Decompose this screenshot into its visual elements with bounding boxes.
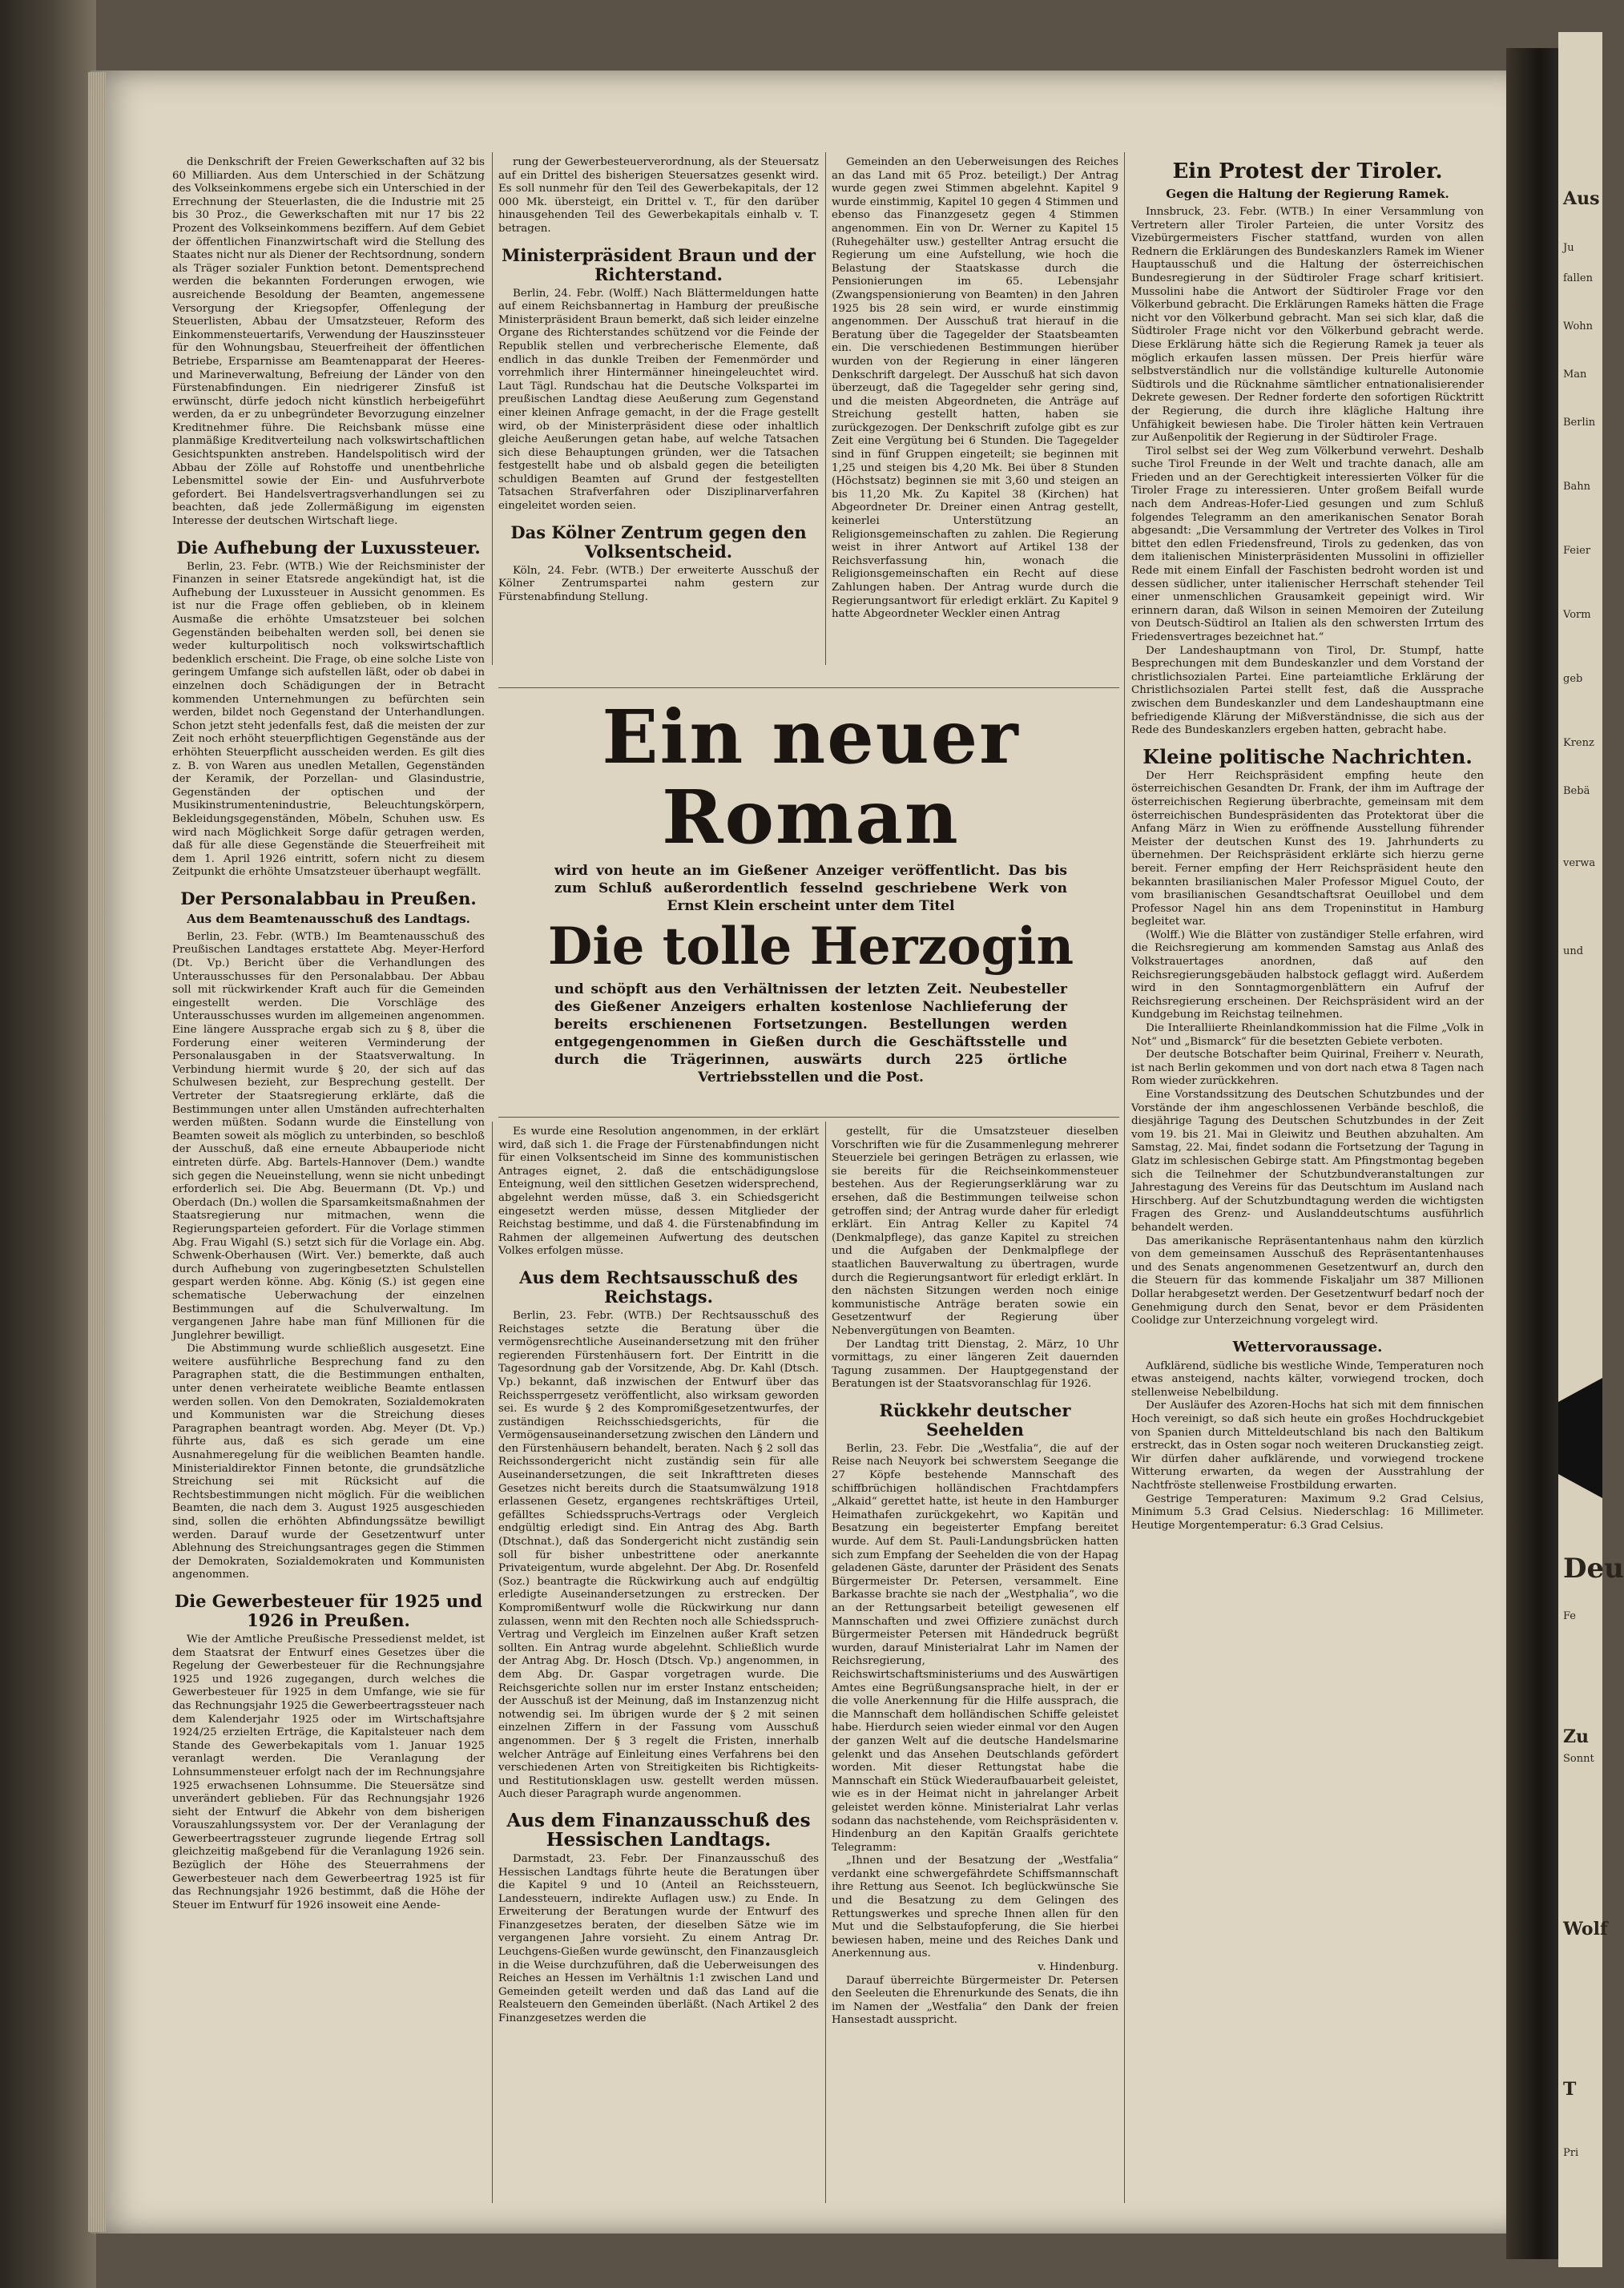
next-page-text: Krenz <box>1563 737 1594 749</box>
article-text: Es wurde eine Resolution angenommen, in der erklärt wird, daß sich 1. die Frage der Fürstenabfindungen nicht für einen Volksentscheid im Sinne des kommunistischen Antrages eignet, 2. daß die entschädigungslose Enteignung, weil den sittlichen Gesetzen widersprechend, abgelehnt werden müsse, daß 3. ein Schiedsgericht eingesetzt werden müsse, dessen Mitglieder der Reichstag bestimme, und daß 4. die Fürstenabfindung im Rahmen der allgemeinen Aufwertung des deutschen Volkes erfolgen müsse. <box>498 1126 819 1258</box>
next-page-text: Man <box>1563 369 1587 381</box>
article-headline: Wettervoraussage. <box>1232 1338 1383 1355</box>
novel-title: Die tolle Herzogin <box>547 916 1074 977</box>
article-text: Innsbruck, 23. Febr. (WTB.) In einer Versammlung von Vertretern aller Tiroler Parteien, die unter Vorsitz des Vizebürgermeisters Fischer stattfand, wurden von allen Rednern die Erklärungen des Bundeskanzlers Ramek im Wiener Hauptausschuß und die Haltung der österreichischen Bundesregierung in der Südtiroler Frage scharf kritisiert. Mussolini habe die Antwort der Südtiroler Frage vor den Völkerbund gebracht. Die Erklärungen Rameks hätten die Frage nicht vor den Völkerbund gebracht. Man sei sich klar, daß die Südtiroler Frage nicht vor den Völkerbund gebracht werde. Diese Erklärung hätte sich die Regierung Ramek ja teuer als möglich erkaufen lassen müssen. Der Preis hierfür wäre selbstverständlich nur die vollständige kulturelle Autonomie Südtirols und die Rücknahme sämtlicher entnationalisierender Dekrete gewesen. Der Redner forderte den sofortigen Rücktritt der Regierung, die durch ihre klägliche Haltung ihre Unfähigkeit bewiesen habe. Die Tiroler hätten kein Vertrauen zur Außenpolitik der Regierung in der Südtiroler Frage. <box>1131 206 1484 445</box>
announcement-text: und schöpft aus den Verhältnissen der letzten Zeit. Neubesteller des Gießener Anzeigers erhalten kostenlose Nachlieferung der bereits erschienenen Fortsetzungen. Bestellungen werden entgegengenommen in Gießen durch die Geschäftsstelle und durch die Trägerinnen, auswärts durch 225 örtliche Vertriebsstellen und die Post. <box>554 981 1067 1086</box>
article-text: Berlin, 23. Febr. (WTB.) Wie der Reichsminister der Finanzen in seiner Etatsrede angekündigt hat, ist die Aufhebung der Luxussteuer in Aussicht genommen. Es ist nur die Frage offen geblieben, ob in kleinem Ausmaße die erhöhte Umsatzsteuer bei solchen Gegenständen beibehalten werden soll, bei denen sie weder kulturpolitisch noch volkswirtschaftlich bedenklich erscheint. Die Frage, ob eine solche Liste von geringem Umfange sich aufstellen läßt, oder ob dabei in einzelnen doch Schädigungen der in Betracht kommenden Unternehmungen zu befürchten sein werden, bildet noch Gegenstand der Unterhandlungen. Schon jetzt steht jedenfalls fest, daß die meisten der zur Zeit noch erhöht steuerpflichtigen Gegenstände aus der erhöhten Steuerpflicht ausscheiden werden. Es gilt dies z. B. von Waren aus unedlen Metallen, Gegenständen der Keramik, der Porzellan- und Glasindustrie, Gegenständen der optischen und der Musikinstrumentenindustrie, Beleuchtungskörpern, Bekleidungsgegenständen, Möbeln, Schuhen usw. Es wird nach Möglichkeit Sorge dafür getragen werden, daß für alle diese Gegenstände die Steuerfreiheit mit dem 1. April 1926 eintritt, sofern nicht zu diesem Zeitpunkt die erhöhte Umsatzsteuer überhaupt wegfällt. <box>172 560 485 879</box>
column-rule <box>492 152 493 665</box>
article-text: die Denkschrift der Freien Gewerkschaften auf 32 bis 60 Milliarden. Aus dem Unterschied in der Schätzung des Volkseinkommens ergebe sich ein Unterschied in der Errechnung der Steuerlasten, die die Industrie mit 25 bis 30 Proz., die Gewerkschaften mit nur 17 bis 22 Prozent des Volkseinkommens beziffern. Auf dem Gebiet der öffentlichen Finanzwirtschaft wird die Stellung des Staates nicht nur als Diener der Rechtsordnung, sondern als Träger sozialer Funktion betont. Dementsprechend werden die bekannten Forderungen erwogen, wie ausreichende Besoldung der Beamten, angemessene Versorgung der Kriegsopfer, Offenlegung der Steuerlisten, Abbau der Umsatzsteuer, Reform des Einkommensteuertarifs, Verwendung der Hauszinssteuer für den Wohnungsbau, Steuerfreiheit der öffentlichen Betriebe, Ersparnisse am Beamtenapparat der Heeres- und Marineverwaltung, Befreiung der Länder von den Fürstenabfindungen. Ein niedrigerer Zinsfuß ist erwünscht, dürfe jedoch nicht künstlich herbeigeführt werden, da er zu unbegründeter Bevorzugung einzelner Kreditnehmer führe. Die Reichsbank müsse eine planmäßige Kreditverteilung nach volkswirtschaftlichen Gesichtspunkten anstreben. Handelspolitisch wird der Abbau der Zölle auf Rohstoffe und unentbehrliche Lebensmittel sowie der Ein- und Ausfuhrverbote gefordert. Bei Handelsvertragsverhandlungen sei zu beachten, daß jede Zollermäßigung im eigensten Interesse der deutschen Wirtschaft liege. <box>172 156 486 528</box>
next-page-text: Wolf <box>1563 1919 1608 1940</box>
article-text: „Ihnen und der Besatzung der „Westfalia“ verdankt eine schwergefährdete Schiffsmannschaft ihre Rettung aus Seenot. Ich beglückwünsche Sie und die Besatzung zu dem Gelingen des Rettungswerkes und spreche Ihnen allen für den Mut und die Selbstaufopferung, die Sie hierbei bewiesen haben, meine und des Reiches Dank und Anerkennung aus. <box>832 1855 1118 1960</box>
article-headline: Ministerpräsident Braun und der Richterstand. <box>502 244 816 284</box>
article-text: Berlin, 23. Febr. (WTB.) Im Beamtenausschuß des Preußischen Landtages erstattete Abg. Meyer-Herford (Dt. Vp.) Bericht über die Verhandlungen des Unterausschusses für den Personalabbau. Der Abbau soll mit rückwirkender Kraft auch für die Gemeinden eingestellt werden. Die Vorschläge des Unterausschusses wurden im allgemeinen angenommen. Eine längere Aussprache ergab sich zu § 8, über die Forderung einer weiteren Verminderung der Personalausgaben in der Staatsverwaltung. In Verbindung hiermit wurde § 20, der sich auf das Schulwesen bezieht, zur Besprechung gestellt. Der Vertreter der Staatsregierung erklärte, daß die Bestimmungen unter allen Umständen aufrechterhalten werden müßten. Sodann wurde die Einstellung von Beamten soweit als möglich zu unterbinden, so beschloß der Ausschuß, daß eine erneute Abbauperiode nicht eintreten dürfe. Abg. Bartels-Hannover (Dem.) wandte sich gegen die Neueinstellung, wenn sie nicht unbedingt erforderlich sei. Die Abg. Beuermann (Dt. Vp.) und Oberdach (Dn.) wollen die Sparsamkeitsmaßnahmen der Staatsregierung nur mitmachen, wenn die Regierungsparteien gefordert. Für die Vorlage stimmen Abg. Frau Wigahl (S.) setzt sich für die Vorlage ein. Abg. Schwenk-Oberhausen (Wirt. Ver.) bemerkte, daß auch durch Aufhebung von zugeringbesetzten Schulstellen gespart werden könne. Abg. König (S.) ist gegen eine schematische Ueberwachung der einzelnen Bestimmungen auf die Schulverwaltung. Im vergangenen Jahre habe man fünf Millionen für die Junglehrer bewilligt. <box>172 930 485 1342</box>
ad-rule-top <box>498 687 1119 688</box>
article-text: Die Interalliierte Rheinlandkommission hat die Filme „Volk in Not“ und „Bismarck“ für die besetzten Gebiete verboten. <box>1131 1022 1484 1048</box>
signature: v. Hindenburg. <box>1038 1961 1118 1974</box>
next-page-text: verwa <box>1563 857 1596 869</box>
article-headline: Der Personalabbau in Preußen. <box>180 888 477 908</box>
column-2-upper <box>498 156 819 669</box>
next-page-text: Zu <box>1563 1726 1590 1747</box>
article-text: gestellt, für die Umsatzsteuer dieselben Vorschriften wie für die Zusammenlegung mehrerer Steuerziele bei geringen Beträgen zu erlassen, wie sie bereits für die Reichseinkommensteuer bestehen. Aus der Regierungserklärung war zu ersehen, daß die Bestimmungen teilweise schon getroffen sind; der Antrag wurde daher für erledigt erklärt. Ein Antrag Keller zu Kapitel 74 (Denkmalpflege), das ganze Kapitel zu streichen und die Aufgaben der Denkmalpflege der staatlichen Bauverwaltung zu übertragen, wurde durch die Regierungsantwort für erledigt erklärt. In den nächsten Sitzungen werden noch einige kommunistische Anträge beraten sowie ein Gesetzentwurf der Regierung über Nebenvergütungen von Beamten. <box>832 1126 1118 1337</box>
article-text: Die Abstimmung wurde schließlich ausgesetzt. Eine weitere ausführliche Besprechung fand zu den Paragraphen statt, die die Bestimmungen enthalten, unter denen verheiratete weibliche Beamte entlassen werden sollen. Von den Demokraten, Sozialdemokraten und Kommunisten war die Streichung dieses Paragraphen beantragt worden. Abg. Meyer (Dt. Vp.) führte aus, daß es sich gerade um eine Ausnahmeregelung für die weiblichen Beamten handle. Ministerialdirektor Finnen betonte, die grundsätzliche Streichung sei mit Rücksicht auf die Rechtsbestimmungen nicht möglich. Für die weiblichen Beamten, die nach dem 3. August 1925 ausgeschieden sind, sollen die erhöhten Abfindungssätze bewilligt werden. Darauf wurde der Gesetzentwurf unter Ablehnung des Streichungsantrages gegen die Stimmen der Demokraten, Sozialdemokraten und Kommunisten angenommen. <box>172 1343 485 1581</box>
column-2-lower <box>498 1126 819 2203</box>
article-subheadline: Gegen die Haltung der Regierung Ramek. <box>1166 187 1449 201</box>
adjacent-page-fragment <box>1558 32 1624 2267</box>
article-text: Das amerikanische Repräsentantenhaus nahm den kürzlich von dem gemeinsamen Ausschuß des Repräsentantenhauses und des Senats angenommenen Gesetzentwurf an, durch den die Steuern für das kommende Fiskaljahr um 387 Millionen Dollar herabgesetzt werden. Der Gesetzentwurf bedarf noch der Genehmigung durch den Senat, bevor er dem Präsidenten Coolidge zur Unterzeichnung vorgelegt wird. <box>1131 1235 1484 1327</box>
book-gutter <box>1506 48 1562 2259</box>
next-page-text: geb <box>1563 673 1583 685</box>
article-headline: Die Aufhebung der Luxussteuer. <box>176 537 481 558</box>
ad-rule-bottom <box>498 1117 1119 1118</box>
article-text: Köln, 24. Febr. (WTB.) Der erweiterte Ausschuß der Kölner Zentrumspartei nahm gestern zur Fürstenabfindung Stellung. <box>498 564 819 603</box>
next-page-text: Wohn <box>1563 320 1594 332</box>
article-text: Der Landtag tritt Dienstag, 2. März, 10 Uhr vormittags, zu einer längeren Zeit dauernden Tagung zusammen. Der Hauptgegenstand der Beratungen ist der Staatsvoranschlag für 1926. <box>832 1338 1118 1391</box>
article-headline: Aus dem Rechtsausschuß des Reichstags. <box>519 1267 798 1307</box>
article-text: Tirol selbst sei der Weg zum Völkerbund verwehrt. Deshalb suche Tirol Freunde in der Welt und trachte danach, alle am Frieden und an der Gerechtigkeit interessierten Völker für die Tiroler Frage zu interessieren. Unter großem Beifall wurde nach dem Andreas-Hofer-Lied gesungen und zum Schluß folgendes Telegramm an den amerikanischen Senator Borah abgesandt: „Die Versammlung der Vertreter des Volkes in Tirol bittet den edlen Friedensfreund, Tirols zu gedenken, das von dem italienischen Ministerpräsidenten Mussolini in offizieller Rede mit einem Einfall der Faschisten bedroht worden ist und dessen südlicher, unter italienischer Herrschaft stehender Teil einer unmenschlichen Grausamkeit gepeinigt wird. Wir erinnern daran, daß Wilson in seinen Memoiren der Zuteilung von Deutsch-Südtirol an Italien als den schwersten Irrtum des Friedensvertrages bezeichnet hat.“ <box>1131 445 1484 643</box>
article-text: Gestrige Temperaturen: Maximum 9.2 Grad Celsius, Minimum 5.3 Grad Celsius. Niederschlag: 16 Millimeter. Heutige Morgentemperatur: 6.3 Grad Celsius. <box>1131 1492 1484 1532</box>
article-headline: Rückkehr deutscher Seehelden <box>879 1400 1071 1440</box>
next-page-text: Fe <box>1563 1610 1577 1622</box>
column-rule <box>825 152 826 665</box>
article-headline: Das Kölner Zentrum gegen den Volksentscheid. <box>510 522 807 562</box>
next-page-text: T <box>1563 2079 1577 2100</box>
article-text: Eine Vorstandssitzung des Deutschen Schutzbundes und der Vorstände der ihm angeschlossenen Verbände beschloß, die diesjährige Tagung des Deutschen Schutzbundes in der Zeit vom 19. bis 21. Mai in Gleiwitz und Beuthen abzuhalten. Am Samstag, 22. Mai, findet sodann die Fortsetzung der Tagung in Glatz im schlesischen Gebirge statt. Am Pfingstmontag begeben sich die Teilnehmer der Schutzbundveranstaltungen zur Jahrestagung des Vereins für das Deutschtum im Ausland nach Hirschberg. Auf der Schutzbundtagung werden die wichtigsten Fragen des Grenz- und Auslanddeutschtums ausführlich behandelt werden. <box>1131 1089 1484 1234</box>
announcement-text: wird von heute an im Gießener Anzeiger veröffentlicht. Das bis zum Schluß außerordentlich fesselnd geschriebene Werk von Ernst Klein erscheint unter dem Titel <box>554 863 1067 914</box>
column-4 <box>1131 156 1484 2207</box>
article-text: Der Ausläufer des Azoren-Hochs hat sich mit dem finnischen Hoch vereinigt, so daß sich heute ein großes Hochdruckgebiet von Spanien durch Mitteldeutschland bis nach den Baltikum erstreckt, das in Osten sogar noch weiteren Druckanstieg zeigt. Wir dürfen daher aufklärende, und vorwiegend trockene Witterung erwarten, da wegen der Ausstrahlung der Nachtfröste stellenweise Frostbildung erwarten. <box>1131 1400 1484 1492</box>
article-text: Berlin, 23. Febr. Die „Westfalia“, die auf der Reise nach Neuyork bei schwerstem Seegange die 27 Köpfe bestehende Mannschaft des schiffbrüchigen holländischen Frachtdampfers „Alkaid“ gerettet hatte, ist heute in den Hamburger Heimathafen zurückgekehrt, wo Kapitän und Besatzung ein begeisterter Empfang bereitet wurde. Auf dem St. Pauli-Landungsbrücken hatten sich zum Empfang der Seehelden die von der Hapag geladenen Gäste, darunter der Präsident des Senats Bürgermeister Dr. Petersen, versammelt. Eine Barkasse brachte sie nach der „Westphalia“, wo die an der Rettungsarbeit beteiligt gewesenen elf Mannschaften und zwei Offiziere zunächst durch Bürgermeister Petersen mit Händedruck begrüßt wurden, darauf Ministerialrat Lahr im Namen der Reichsregierung, des Reichswirtschaftsministeriums und des Auswärtigen Amtes eine Begrüßungsansprache hielt, in der er die volle Anerkennung für die Hilfe aussprach, die die Mannschaft dem holländischen Schiffe geleistet habe. Hierdurch seien wieder einmal vor den Augen der ganzen Welt auf die deutsche Handelsmarine gelenkt und das Ansehen Deutschlands gefördert worden. Mit dieser Rettungstat habe die Mannschaft ein Stück Wiederaufbauarbeit geleistet, wie es in der Heimat nicht in jahrelanger Arbeit geleistet werden könne. Ministerialrat Lahr verlas sodann das nachstehende, vom Reichspräsidenten v. Hindenburg an den Kapitän Graalfs gerichtete Telegramm: <box>832 1442 1118 1854</box>
next-page-text: und <box>1563 945 1584 957</box>
next-page-text: Berlin <box>1563 417 1596 429</box>
article-text: Darauf überreichte Bürgermeister Dr. Petersen den Seeleuten die Ehrenurkunde des Senats, die ihn im Namen der „Westfalia“ den Dank der freien Hansestadt ausspricht. <box>832 1974 1118 2027</box>
announcement-title: Ein neuer Roman <box>602 694 1020 860</box>
article-text: Berlin, 23. Febr. (WTB.) Der Rechtsausschuß des Reichstages setzte die Beratung über die vermögensrechtliche Auseinandersetzung mit den früher regierenden Fürstenhäusern fort. Der Eintritt in die Tagesordnung gab der Vorsitzende, Abg. Dr. Kahl (Dtsch. Vp.) bekannt, daß inzwischen der Entwurf über das Reichssperrgesetz veröffentlicht, also wirksam geworden sei. Es wurde § 2 des Kompromißgesetzentwurfes, der zuständigen Reichsschiedsgerichts, für die Vermögensauseinandersetzung zwischen den Ländern und den Fürstenhäusern behandelt, beraten. Nach § 2 soll das Reichssondergericht nicht zuständig sein für alle Auseinandersetzungen, die seit Inkrafttreten dieses Gesetzes nicht bereits durch die Staatsumwälzung 1918 erlassenen Gesetz, ergangenes rechtskräftiges Urteil, gefälltes Schiedsspruchs-Vertrags oder Vergleich endgültig erledigt sind. Ein Antrag des Abg. Barth (Dtschnat.), daß das Sondergericht nicht zuständig sein soll für bisher unbestrittene oder anerkannte Privateigentum, wurde abgelehnt. Der Abg. Dr. Rosenfeld (Soz.) beantragte die Rückwirkung auch auf endgültig erledigte Auseinandersetzungen zu erstrecken. Der Kompromißentwurf wolle die Rückwirkung nur dann zulassen, wenn mit den Rechten noch alle Schiedsspruch-Vertrag und Vergleich im Einzelnen außer Kraft setzen sollten. Ein Antrag wurde abgelehnt. Schließlich wurde der Antrag Abg. Dr. Hosch (Dtsch. Vp.) angenommen, in dem Abg. Dr. Gaspar vorgetragen wurde. Die Reichsgerichte sollen nur im erster Instanz entscheiden; der Ausschuß ist der Meinung, daß im Instanzenzug nicht notwendig sei. Im übrigen wurde der § 2 mit seinen einzelnen Ziffern in der Fassung vom Ausschuß angenommen. Der § 3 regelt die Fristen, innerhalb welcher Anträge auf Einleitung eines Verfahrens bei den verschiedenen Arten von Streitigkeiten bis Richtigkeits- und Restitutionsklagen usw. gestellt werden müssen. Auch dieser Paragraph wurde angenommen. <box>498 1309 819 1801</box>
article-headline: Ein Protest der Tiroler. <box>1172 159 1443 183</box>
article-text: Darmstadt, 23. Febr. Der Finanzausschuß des Hessischen Landtags führte heute die Beratungen über die Kapitel 9 und 10 (Anteil an Reichssteuern, Landessteuern, indirekte Auflagen usw.) zu Ende. In Erweiterung der Beratungen wurde der Entwurf des Finanzgesetzes beraten, der dieselben Sätze wie im vergangenen Jahre vorsieht. Zu einem Antrag Dr. Leuchgens-Gießen wurde gewünscht, den Finanzausgleich in die Weise durchzuführen, daß die Ueberweisungen des Reiches an Hessen im Verhältnis 1:1 zwischen Land und Gemeinden geteilt werden und daß das Land auf die Realsteuern den Gemeinden überläßt. (Nach Artikel 2 des Finanzgesetzes werden die <box>498 1852 819 2025</box>
article-text: Berlin, 24. Febr. (Wolff.) Nach Blättermeldungen hatte auf einem Reichsbannertag in Hamburg der preußische Ministerpräsident Braun bemerkt, daß sich leider einzelne Organe des Richterstandes schützend vor die Feinde der Republik stellen und verbrecherische Elemente, daß endlich in das dunkle Treiben der Femenmörder und vorrehmlich ihrer Hintermänner hineingeleuchtet wird. Laut Tägl. Rundschau hat die Deutsche Volkspartei im preußischen Landtag diese Aeußerung zum Gegenstand einer kleinen Anfrage gemacht, in der die Frage gestellt wird, ob der Ministerpräsident diese oder inhaltlich gleiche Aeußerungen getan habe, auf welche Tatsachen sich diese Behauptungen gründen, wer die Tatsachen festgestellt habe und ob alsbald gegen die beteiligten schuldigen Beamten auf Grund der festgestellten Tatsachen Strafverfahren oder Disziplinarverfahren eingeleitet worden seien. <box>498 287 819 513</box>
article-subheadline: Aus dem Beamtenausschuß des Landtags. <box>187 911 470 926</box>
column-rule <box>825 1122 826 2203</box>
article-headline: Die Gewerbesteuer für 1925 und 1926 in Preußen. <box>174 1590 483 1630</box>
next-page-text: Feier <box>1563 545 1591 557</box>
next-page-text: Aus <box>1563 188 1600 209</box>
column-rule <box>492 1122 493 2203</box>
article-text: rung der Gewerbesteuerverordnung, als der Steuersatz auf ein Drittel des bisherigen Steuersatzes gesenkt wird. Es soll nunmehr für den Teil des Gewerbekapitals, der 12 000 Mk. übersteigt, ein Drittel v. T., für den darüber hinausgehenden Teil des Gewerbekapitals einhalb v. T. betragen. <box>498 156 819 235</box>
next-page-text: Vorm <box>1563 609 1591 621</box>
next-page-text: fallen <box>1563 272 1593 284</box>
article-text: (Wolff.) Wie die Blätter von zuständiger Stelle erfahren, wird die Reichsregierung am kommenden Samstag aus Anlaß des Volkstrauertages anordnen, daß auf den Reichsregierungsgebäuden halbstock geflaggt wird. Außerdem wird in den Sonntagmorgenblättern ein Aufruf der Reichsregierung erscheinen. Der Reichspräsident wird an der Kundgebung im Reichstag teilnehmen. <box>1131 928 1484 1021</box>
next-page-text: Bebä <box>1563 785 1590 797</box>
novel-announcement <box>498 694 1123 1114</box>
page-edge-stack <box>88 72 106 2232</box>
article-text: Aufklärend, südliche bis westliche Winde, Temperaturen noch etwas ansteigend, nachts kälter, vorwiegend trocken, doch stellenweise Nebelbildung. <box>1131 1360 1484 1399</box>
article-headline: Aus dem Finanzausschuß des Hessischen Landtags. <box>506 1809 811 1851</box>
next-page-illustration <box>1558 1378 1602 1498</box>
column-1 <box>172 156 485 2207</box>
column-rule <box>1124 152 1125 2203</box>
column-3-upper <box>832 156 1118 669</box>
next-page-text: Bahn <box>1563 481 1591 493</box>
article-headline: Kleine politische Nachrichten. <box>1142 744 1473 768</box>
next-page-text: Deu <box>1563 1553 1624 1585</box>
next-page-text: Pri <box>1563 2147 1579 2159</box>
next-page-text: Ju <box>1563 242 1574 254</box>
column-3-lower <box>832 1126 1118 2203</box>
book-binding-left <box>0 0 96 2288</box>
next-page-text: Sonnt <box>1563 1753 1594 1765</box>
article-text: Gemeinden an den Ueberweisungen des Reiches an das Land mit 65 Proz. beteiligt.) Der Antrag wurde gegen zwei Stimmen abgelehnt. Kapitel 9 wurde einstimmig, Kapitel 10 gegen 4 Stimmen und ebenso das Finanzgesetz gegen 4 Stimmen angenommen. Ein von Dr. Werner zu Kapitel 15 (Ruhegehälter usw.) gestellter Antrag ersucht die Regierung um eine Aufstellung, wie hoch die Belastung der Staatskasse durch die Pensionierungen im 65. Lebensjahr (Zwangspensionierung von Beamten) in den Jahren 1925 bis 28 sein wird, er wurde einstimmig angenommen. Der Ausschuß trat hierauf in die Beratung über die Tagegelder der Staatsbeamten ein. Die verschiedenen Bestimmungen hierüber wurden von der Regierung in einer längeren Denkschrift dargelegt. Der Ausschuß hat sich davon überzeugt, daß die Tagegelder sehr gering sind, und die meisten Abgeordneten, die Anträge auf Streichung gestellt hatten, haben sie zurückgezogen. Der Denkschrift zufolge gibt es zur Zeit eine Vergütung bei 6 Stunden. Die Tagegelder sind in fünf Gruppen eingeteilt; sie beginnen mit 1,25 und steigen bis 4,20 Mk. Bei über 8 Stunden (Höchstsatz) beginnen sie mit 3,60 und steigen an bis 11,20 Mk. Zu Kapitel 38 (Kirchen) hat Abgeordneter Dr. Dreiner einen Antrag gestellt, keinerlei Unterstützung an Religionsgemeinschaften zu zahlen. Die Regierung weist in ihrer Antwort auf Artikel 138 der Reichsverfassung hin, wonach die Religionsgemeinschaften ein Recht auf diese Zahlungen haben. Der Antrag wurde durch die Regierungsantwort für erledigt erklärt. Zu Kapitel 9 hatte Abgeordneter Weckler einen Antrag <box>832 156 1118 621</box>
article-text: Wie der Amtliche Preußische Pressedienst meldet, ist dem Staatsrat der Entwurf eines Gesetzes über die Regelung der Gewerbesteuer für die Rechnungsjahre 1925 und 1926 zugegangen, durch welches die Gewerbesteuer für 1925 in dem Umfange, wie sie für das Rechnungsjahr 1925 die Gewerbeertragssteuer nach dem Kalenderjahr 1925 oder im Wirtschaftsjahre 1924/25 erzielten Erträge, die Kapitalsteuer nach dem Stande des Gewerbekapitals vom 1. Januar 1925 veranlagt werden. Die Veranlagung der Lohnsummensteuer erfolgt nach der im Rechnungsjahre 1925 erwachsenen Lohnsumme. Die Steuersätze sind unverändert geblieben. Für das Rechnungsjahr 1926 sieht der Entwurf die Abkehr von dem bisherigen Vorauszahlungssystem vor. Der der Veranlagung der Gewerbeertragssteuer zugrunde liegende Ertrag soll gleichzeitig maßgebend für die Veranlagung 1926 sein. Bezüglich der Höhe des Steuerrahmens der Gewerbesteuer nach dem Gewerbeertrag 1925 ist für das Rechnungsjahr 1926 bestimmt, daß die Höhe der Steuer im Entwurf für 1926 insoweit eine Aende- <box>172 1633 485 1911</box>
article-text: Der deutsche Botschafter beim Quirinal, Freiherr v. Neurath, ist nach Berlin gekommen und von dort nach etwa 8 Tagen nach Rom wieder zurückkehren. <box>1131 1049 1484 1088</box>
article-text: Der Herr Reichspräsident empfing heute den österreichischen Gesandten Dr. Frank, der ihm im Auftrage der österreichischen Regierung überbrachte, gemeinsam mit dem österreichischen Bundespräsidenten das Protektorat über die Anfang März in Wien zu eröffnende Ausstellung führender Meister der deutschen Kunst des 19. Jahrhunderts zu übernehmen. Der Reichspräsident erklärte sich hierzu gerne bereit. Ferner empfing der Herr Reichspräsident heute den bekannten brasilianischen Maler Professor Miguel Couto, der vom brasilianischen Gesandtschaftsrat Oeuillobel und dem Professor Nagel hin ans dem Tropeninstitut in Hamburg begleitet war. <box>1131 769 1484 928</box>
article-text: Der Landeshauptmann von Tirol, Dr. Stumpf, hatte Besprechungen mit dem Bundeskanzler und dem Vorstand der christlichsozialen Partei. Eine parteiamtliche Erklärung der Christlichsozialen Partei stellt fest, daß die Aussprache zwischen dem Bundeskanzler und dem Landeshauptmann eine befriedigende Klärung der Mißverständnisse, die sich aus der Rede des Bundeskanzlers ergeben hatten, gebracht habe. <box>1131 644 1484 737</box>
